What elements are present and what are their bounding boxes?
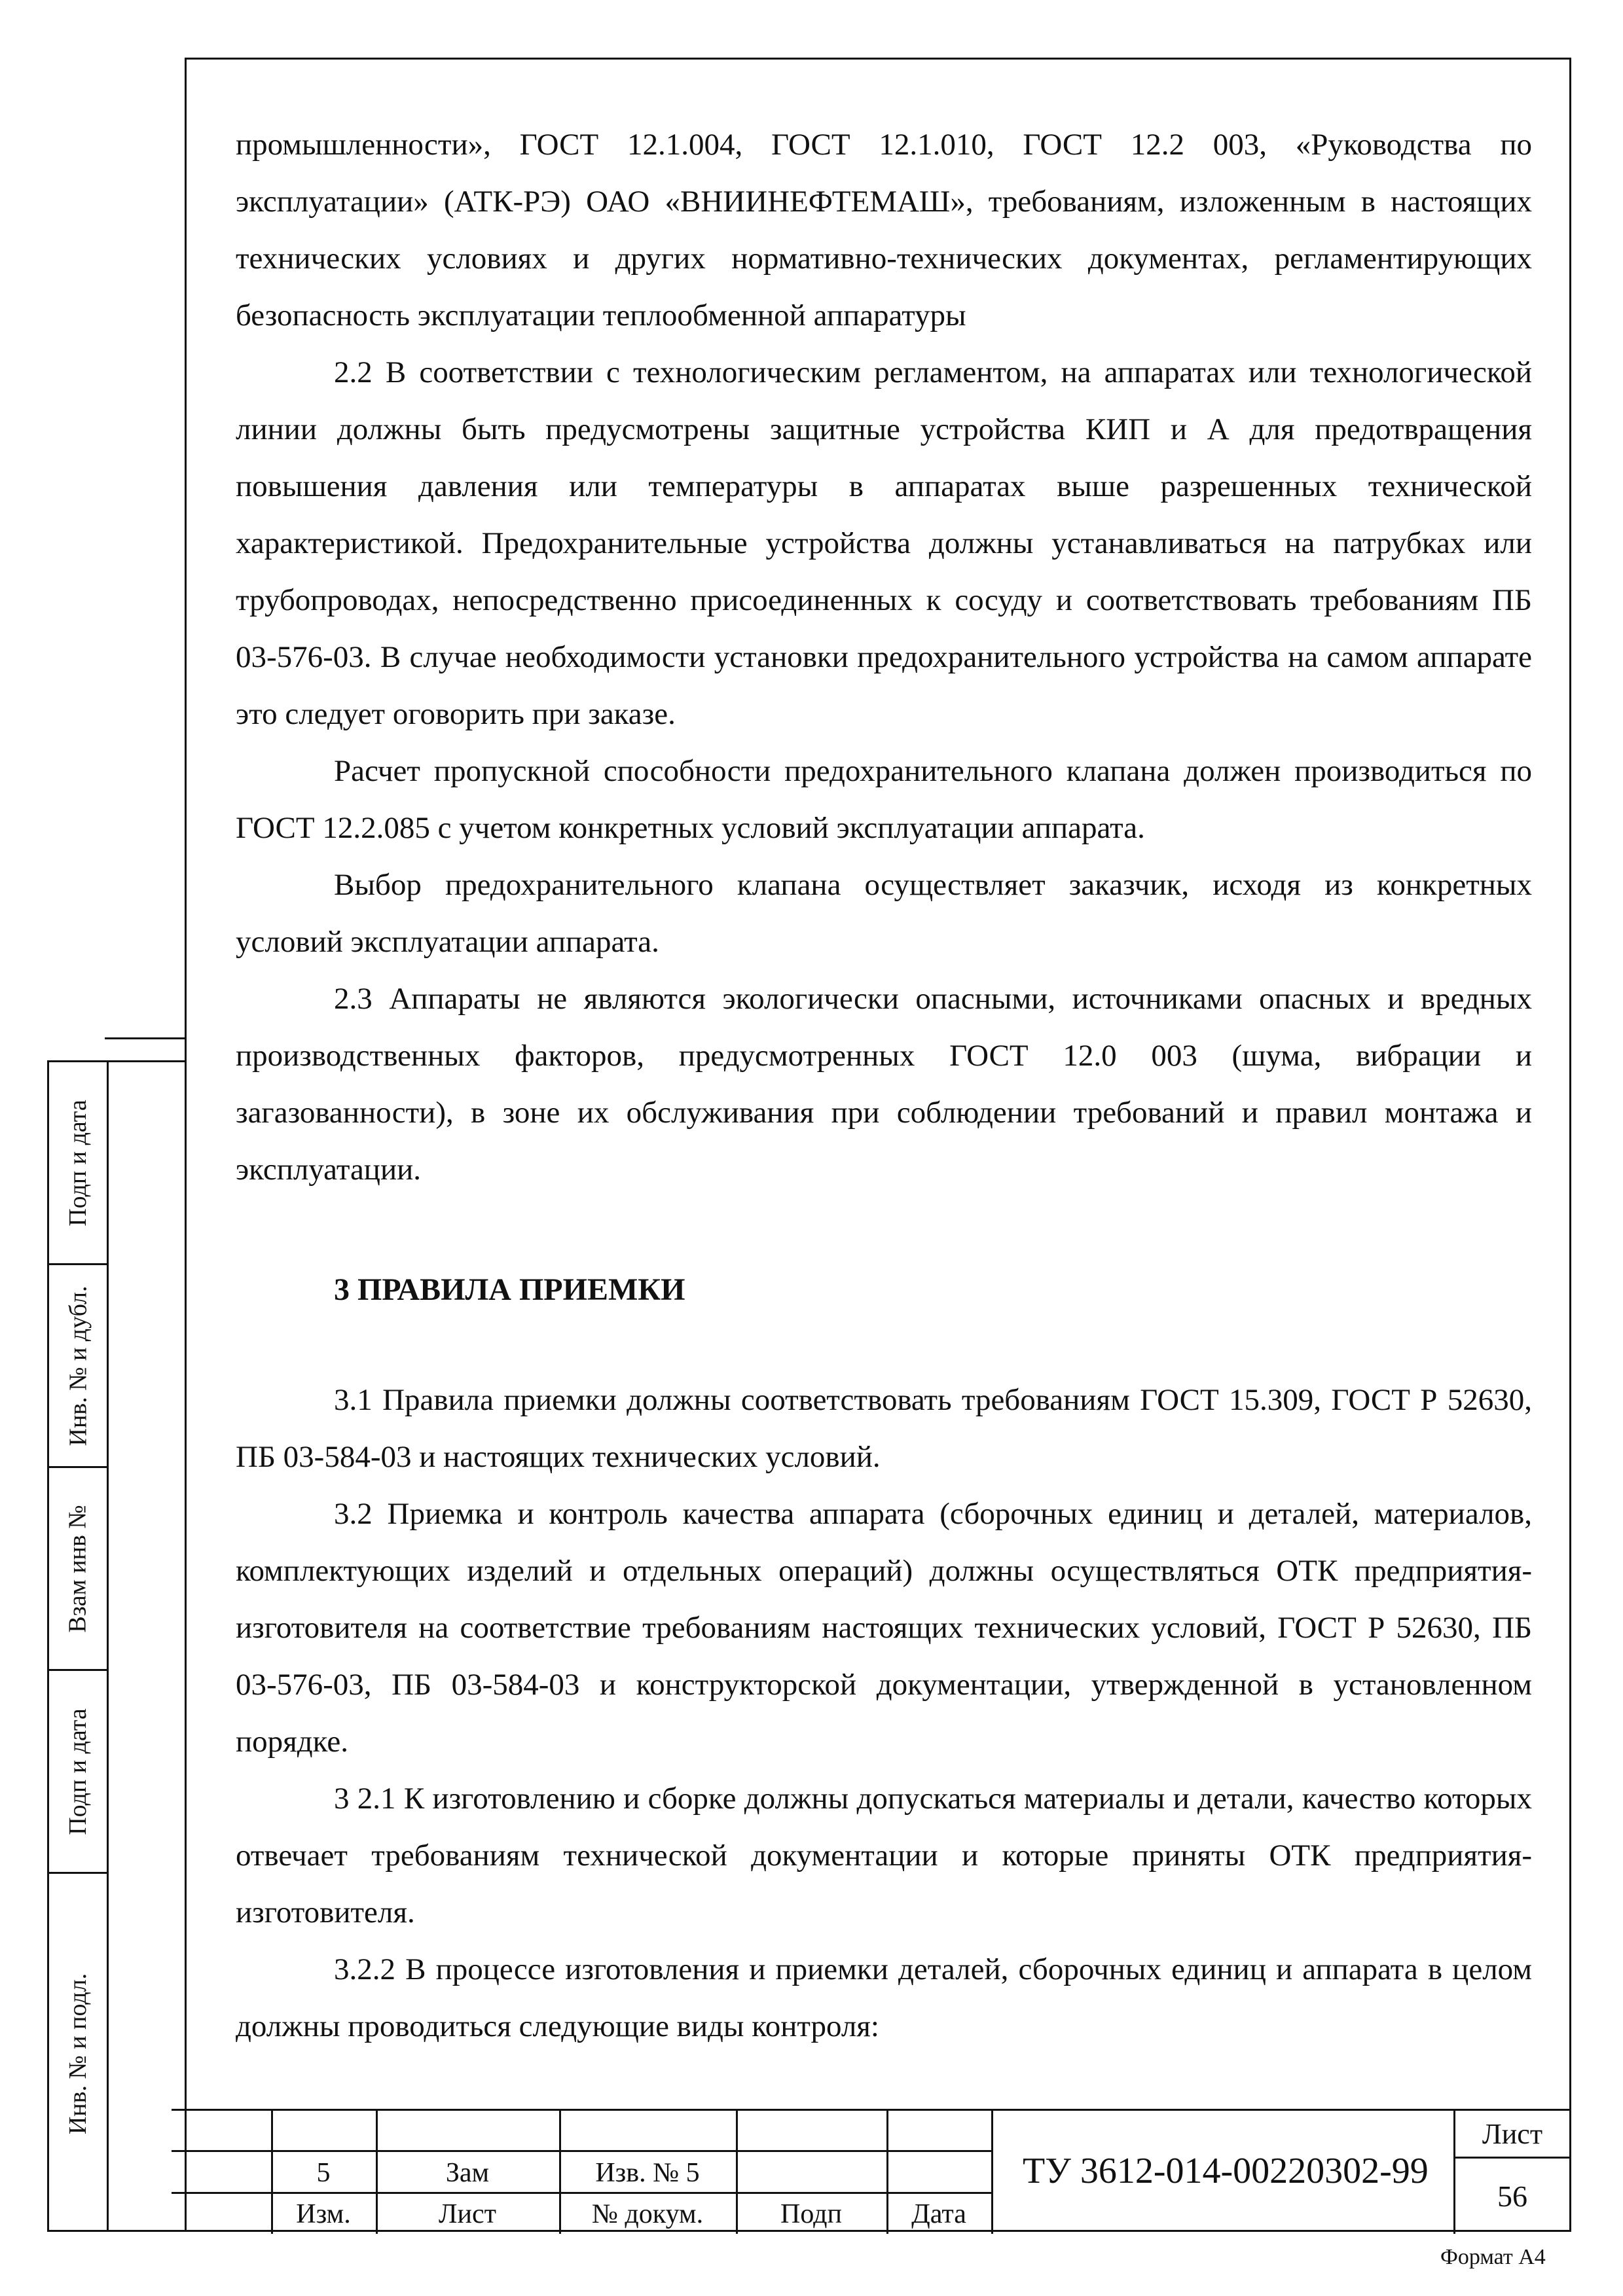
side-label: Подп и дата [64,1708,92,1835]
paragraph-valve-choice: Выбор предохранительного клапана осуществляет заказчик, исходя из конкретных условий эксплуатации аппарата. [236,868,1532,959]
tb-col-line [991,2111,993,2234]
side-cell-inv-dubl [49,1265,107,1468]
side-label: Инв. № и подл. [64,1973,92,2135]
tb-doc-header: № докум. [591,2199,704,2229]
side-cell-podp-data-1 [49,1062,107,1265]
tb-row-line [1453,2157,1571,2159]
sheet-label: Лист [1482,2118,1543,2150]
side-cell-podp-data-2 [49,1671,107,1874]
side-stamp-divider [107,1062,109,2230]
side-stamp [47,1060,185,2232]
side-label: Взам инв № [64,1504,92,1633]
tb-izm-value: 5 [316,2158,331,2188]
sheet-number: 56 [1497,2179,1527,2213]
title-block [172,2109,1571,2234]
paragraph-2-3: 2.3 Аппараты не являются экологически опасными, источниками опасных и вредных производственных факторов, предусмотренных ГОСТ 12.0 003 (шума, вибрации и загазованности), в зоне их обслуживания при соблюдении требований и правил монтажа и эксплуатации. [236,982,1532,1187]
section-heading: 3 ПРАВИЛА ПРИЕМКИ [334,1272,685,1307]
tb-list-value: Зам [445,2158,490,2188]
side-label: Инв. № и дубл. [64,1285,92,1446]
paragraph-3-2: 3.2 Приемка и контроль качества аппарата (сборочных единиц и деталей, материалов, комплектующих изделий и отдельных операций) должны осуществляться ОТК предприятия-изготовителя на соответствие требованиям настоящих технических условий, ГОСТ Р 52630, ПБ 03-576-03, ПБ 03-584-03 и конструкторской документации, утвержденной в установленном порядке. [236,1497,1532,1759]
document-body [236,117,1532,2055]
paragraph-3-2-1: 3 2.1 К изготовлению и сборке должны допускаться материалы и детали, качество которых отвечает требованиям технической документации и которые приняты ОТК предприятия-изготовителя. [236,1782,1532,1929]
tb-row-line [172,2192,991,2194]
paragraph-valve-capacity: Расчет пропускной способности предохранительного клапана должен производиться по ГОСТ 12.2.085 с учетом конкретных условий эксплуатации аппарата. [236,754,1532,845]
side-label: Подп и дата [64,1099,92,1227]
side-cell-vzam-inv [49,1468,107,1671]
tb-row-line [172,2150,991,2152]
side-cell-inv-podl [49,1874,107,2234]
tb-podp-header: Подп [780,2199,842,2229]
tb-list-header: Лист [439,2199,496,2229]
tb-izm-header: Изм. [296,2199,351,2229]
side-stamp-top-line [105,1037,185,1039]
tb-data-header: Дата [911,2199,966,2229]
paragraph-3-2-2: 3.2.2 В процессе изготовления и приемки деталей, сборочных единиц и аппарата в целом должны проводиться следующие виды контроля: [236,1952,1532,2043]
paragraph-3-1: 3.1 Правила приемки должны соответствовать требованиям ГОСТ 15.309, ГОСТ Р 52630, ПБ 03-584-03 и настоящих технических условий. [236,1383,1532,1474]
paragraph-gost-continuation: промышленности», ГОСТ 12.1.004, ГОСТ 12.1.010, ГОСТ 12.2 003, «Руководства по эксплуатации» (АТК-РЭ) ОАО «ВНИИНЕФТЕМАШ», требованиям, изложенным в настоящих технических условиях и других нормативно-технических документах, регламентирующих безопасность эксплуатации теплообменной аппаратуры [236,128,1532,332]
document-code: ТУ 3612-014-00220302-99 [1023,2151,1429,2191]
format-label: Формат А4 [1440,2245,1546,2269]
paragraph-2-2: 2.2 В соответствии с технологическим регламентом, на аппаратах или технологической линии должны быть предусмотрены защитные устройства КИП и А для предотвращения повышения давления или температуры в аппаратах выше разрешенных технической характеристикой. Предохранительные устройства должны устанавливаться на патрубках или трубопроводах, непосредственно присоединенных к сосуду и соответствовать требованиям ПБ 03-576-03. В случае необходимости установки предохранительного устройства на самом аппарате это следует оговорить при заказе. [236,355,1532,731]
tb-doc-value: Изв. № 5 [595,2158,700,2188]
